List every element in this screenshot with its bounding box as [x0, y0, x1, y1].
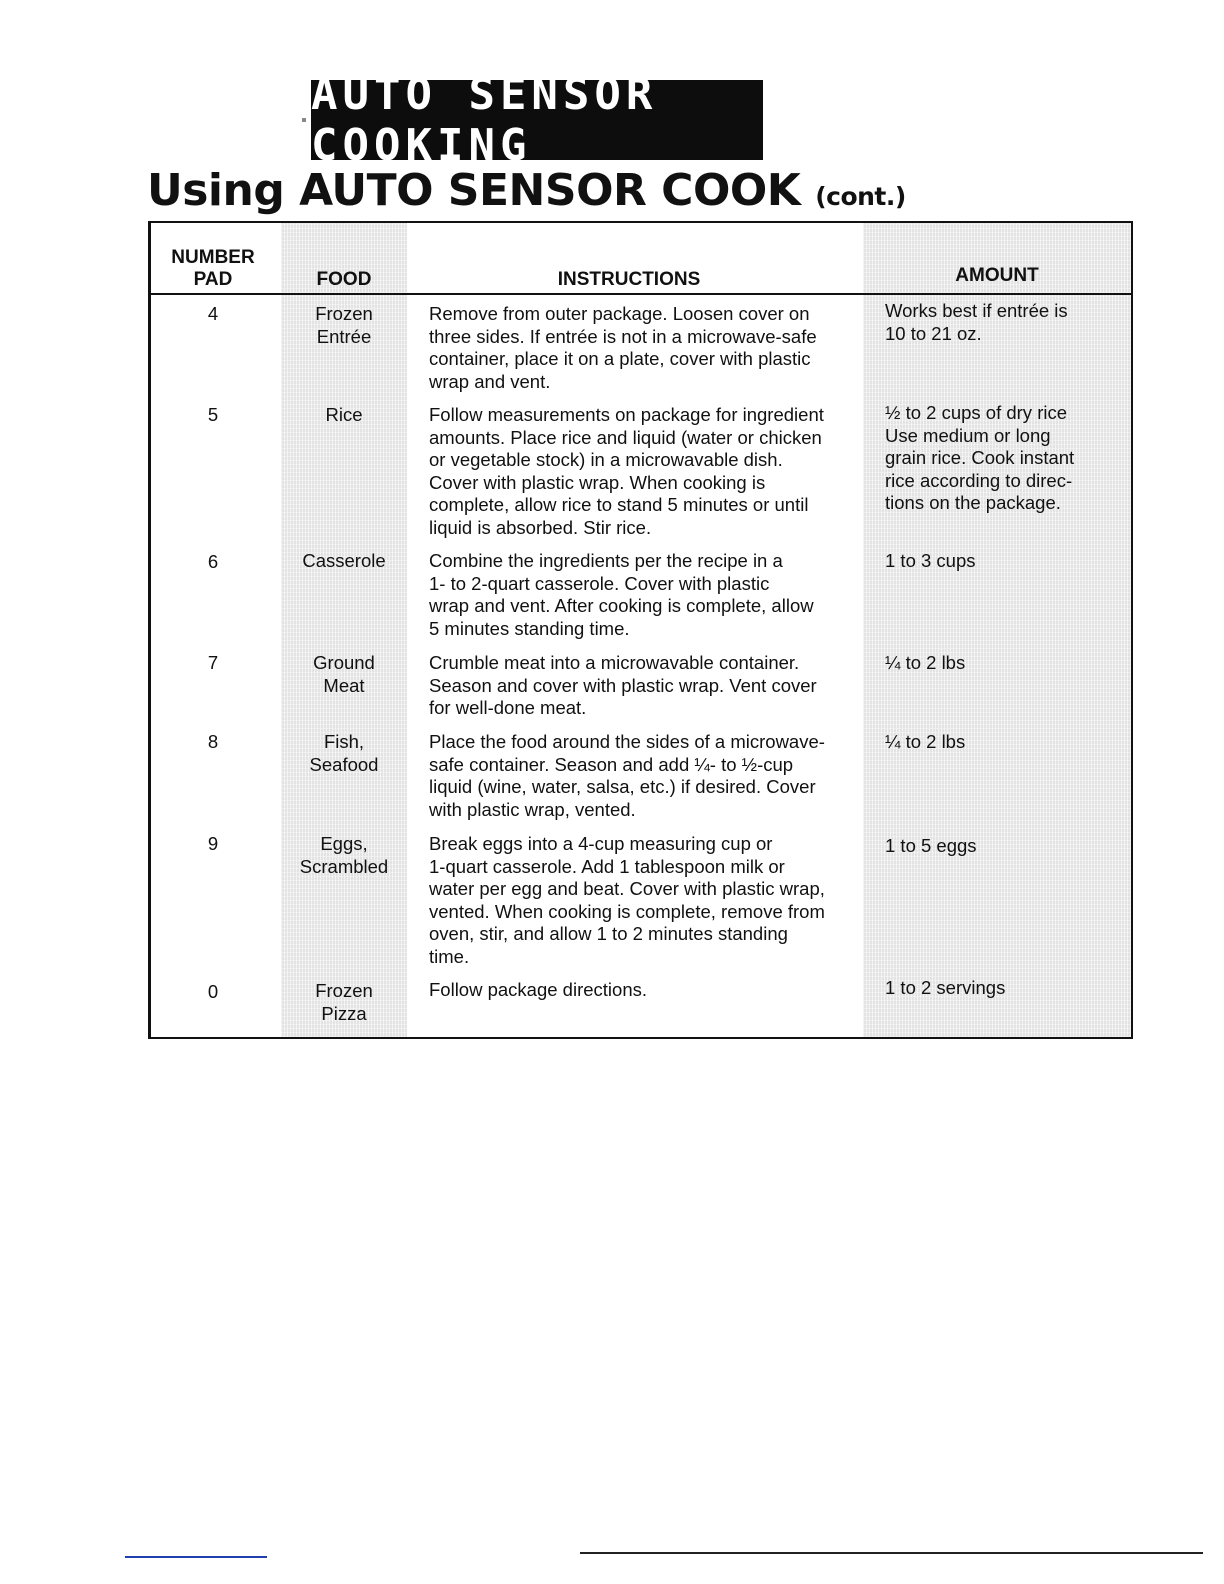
sensor-cook-table [148, 221, 1133, 1039]
column-header-amount: AMOUNT [955, 265, 1039, 286]
footer-rule-left [125, 1556, 267, 1558]
row-amount: ¼ to 2 lbs [885, 652, 966, 673]
column-header-number: NUMBER [171, 247, 255, 268]
row-instructions: Break eggs into a 4-cup measuring cup or 1-quart casserole. Add 1 tablespoon milk or water per egg and beat. Cover with plastic wrap, vented. When cooking is complete, remove from oven, stir, and allow 1 to 2 minutes standing time. [429, 833, 825, 967]
page-title-cont: (cont.) [815, 182, 906, 211]
row-instructions: Combine the ingredients per the recipe in a 1- to 2-quart casserole. Cover with plastic wrap and vent. After cooking is complete, allow 5 minutes standing time. [429, 550, 814, 639]
column-header-number-pad [151, 247, 275, 291]
row-food: Rice [325, 404, 363, 425]
row-food: Eggs, Scrambled [299, 833, 389, 877]
row-amount: 1 to 2 servings [885, 977, 1006, 998]
row-amount: 1 to 5 eggs [885, 835, 977, 856]
row-instructions: Follow package directions. [429, 979, 647, 1000]
row-pad: 9 [207, 833, 219, 854]
row-pad: 7 [207, 652, 219, 673]
footer-rule-right [580, 1552, 1203, 1554]
row-amount: Works best if entrée is 10 to 21 oz. [885, 300, 1068, 344]
row-instructions: Crumble meat into a microwavable container. Season and cover with plastic wrap. Vent cover for well-done meat. [429, 652, 817, 718]
column-header-food: FOOD [316, 269, 372, 290]
section-banner: AUTO SENSOR COOKING [311, 80, 763, 160]
header-rule [151, 293, 1131, 295]
row-pad: 6 [207, 551, 219, 572]
row-amount: ½ to 2 cups of dry rice Use medium or long grain rice. Cook instant rice according to direc- tions on the package. [885, 402, 1075, 513]
row-pad: 8 [207, 731, 219, 752]
row-instructions: Follow measurements on package for ingredient amounts. Place rice and liquid (water or chicken or vegetable stock) in a microwavable dish. Cover with plastic wrap. When cooking is complete, allow rice to stand 5 minutes or until liquid is absorbed. Stir rice. [429, 404, 824, 538]
banner-tick-mark [302, 118, 306, 122]
row-food: Ground Meat [313, 652, 375, 696]
row-amount: ¼ to 2 lbs [885, 731, 966, 752]
page-title-main: Using AUTO SENSOR COOK [147, 165, 801, 216]
row-food: Frozen Pizza [315, 980, 373, 1024]
column-header-instructions: INSTRUCTIONS [557, 269, 701, 290]
amount-column-shading [863, 223, 1131, 1037]
page-title [147, 165, 906, 216]
row-pad: 5 [207, 404, 219, 425]
row-instructions: Place the food around the sides of a microwave- safe container. Season and add ¼- to ½-cup liquid (wine, water, salsa, etc.) if desired. Cover with plastic wrap, vented. [429, 731, 825, 820]
row-pad: 0 [207, 981, 219, 1002]
row-food: Casserole [302, 550, 386, 571]
row-food: Frozen Entrée [315, 303, 373, 347]
row-amount: 1 to 3 cups [885, 550, 976, 571]
column-header-pad: PAD [193, 269, 233, 290]
row-pad: 4 [207, 303, 219, 324]
row-food: Fish, Seafood [309, 731, 379, 775]
row-instructions: Remove from outer package. Loosen cover on three sides. If entrée is not in a microwave-safe container, place it on a plate, cover with plastic wrap and vent. [429, 303, 817, 392]
